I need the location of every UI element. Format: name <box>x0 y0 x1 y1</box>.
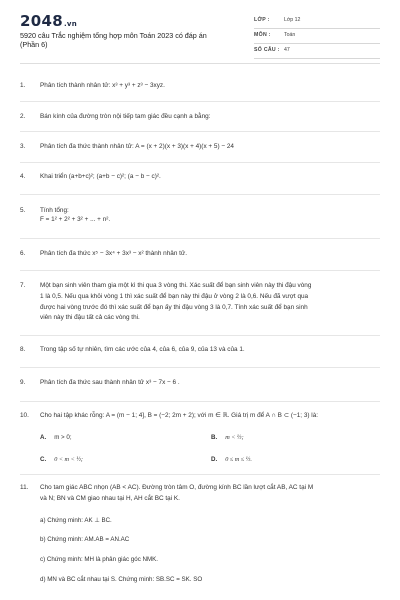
question-number: 1. <box>20 82 26 89</box>
question-separator <box>20 101 380 102</box>
question-text: Trong tập số tự nhiên, tìm các ước của 4, của 6, của 9, của 13 và của 1. <box>40 346 245 353</box>
question-text-line: 1 là 0,5. Nếu qua khỏi vòng 1 thì xác suất để bạn này thi đậu ở vòng 2 là 0,6. Nếu đã vượt qua <box>40 292 309 300</box>
question-text-line: Cho tam giác ABC nhọn (AB < AC). Đường tròn tâm O, đường kính BC lần lượt cắt AB, AC tại M <box>40 484 314 491</box>
question-text: Bán kính của đường tròn nội tiếp tam giác đều cạnh a bằng: <box>40 113 211 120</box>
question-text-line: được hai vòng trước đó thì xác suất để bạn ấy thi đậu vòng 3 là 0,7. Tính xác suất để bạn sinh <box>40 303 308 311</box>
question-number: 2. <box>20 113 26 120</box>
question-number: 7. <box>20 282 26 289</box>
option-label: A. <box>40 434 47 441</box>
question-text: Phân tích đa thức x⁵ − 3x⁴ + 3x³ − x² thành nhân tử. <box>40 250 187 257</box>
question-text-line: Một bạn sinh viên tham gia một kì thi qua 3 vòng thi. Xác suất để bạn sinh viên này thi đậu vòng <box>40 282 312 289</box>
option-text: m < ½; <box>225 434 244 441</box>
meta-value: Toán <box>284 32 296 38</box>
question-separator <box>20 162 380 163</box>
answer-option-b[interactable] <box>211 434 244 441</box>
option-text: 0 < m < ½; <box>54 456 83 463</box>
logo-tld: .vn <box>63 20 78 28</box>
option-text: m > 0; <box>54 434 72 441</box>
option-text: 0 ≤ m ≤ ½. <box>225 456 252 463</box>
question-separator <box>20 474 380 475</box>
answer-option-c[interactable] <box>40 456 83 463</box>
document-title <box>20 31 245 49</box>
answer-option-d[interactable] <box>211 456 252 463</box>
question-number: 4. <box>20 173 26 180</box>
question-text-line: Tính tổng: <box>40 207 69 214</box>
meta-value: Lớp 12 <box>284 17 301 23</box>
meta-key: MÔN : <box>254 32 271 38</box>
header-divider <box>20 63 380 64</box>
question-separator <box>20 131 380 132</box>
option-label: B. <box>211 434 218 441</box>
logo-main: 2048 <box>20 12 63 30</box>
page-header <box>0 0 400 62</box>
meta-table <box>254 14 380 59</box>
question-text: Phân tích đa thức thành nhân tử: A = (x + 2)(x + 3)(x + 4)(x + 5) − 24 <box>40 143 234 150</box>
question-number: 9. <box>20 379 26 386</box>
meta-row-class <box>254 14 380 29</box>
document-title-line-1: 5920 câu Trắc nghiệm tổng hợp môn Toán 2023 có đáp án <box>20 31 207 40</box>
meta-row-count <box>254 44 380 59</box>
meta-key: SỐ CÂU : <box>254 47 280 53</box>
question-text-line: và N; BN và CM giao nhau tại H, AH cắt BC tại K. <box>40 494 180 502</box>
sub-question-a: a) Chứng minh: AK ⊥ BC. <box>40 517 112 524</box>
question-text-line: viên này thi đậu tất cả các vòng thi. <box>40 314 140 322</box>
question-separator <box>20 194 380 195</box>
question-separator <box>20 270 380 271</box>
question-number: 5. <box>20 207 26 214</box>
question-separator <box>20 401 380 402</box>
question-text: Cho hai tập khác rỗng: A = (m − 1; 4], B = (−2; 2m + 2); với m ∈ ℝ. Giá trị m để A ∩ B ⊂ (−1; 3) là: <box>40 412 319 419</box>
question-number: 11. <box>20 484 29 491</box>
document-title-line-2: (Phần 6) <box>20 40 48 49</box>
option-label: C. <box>40 456 47 463</box>
meta-value: 47 <box>284 47 290 53</box>
question-text-line: F = 1² + 2² + 3² + ... + n². <box>40 216 111 224</box>
meta-row-subject <box>254 29 380 44</box>
question-number: 8. <box>20 346 26 353</box>
question-text <box>40 206 380 224</box>
sub-question-b: b) Chứng minh: AM.AB = AN.AC <box>40 536 130 543</box>
question-text <box>40 281 380 324</box>
sub-question-c: c) Chứng minh: MH là phân giác góc NMK. <box>40 556 158 563</box>
question-text: Khai triển (a+b+c)²; (a+b − c)²; (a − b − c)². <box>40 173 161 180</box>
answer-option-a[interactable] <box>40 434 72 441</box>
question-number: 3. <box>20 143 26 150</box>
site-logo[interactable] <box>20 12 77 30</box>
question-separator <box>20 367 380 368</box>
sub-question-d: d) MN và BC cắt nhau tại S. Chứng minh: SB.SC = SK. SO <box>40 576 203 583</box>
question-separator <box>20 238 380 239</box>
question-text: Phân tích thành nhân tử: x³ + y³ + z³ − 3xyz. <box>40 82 165 89</box>
question-number: 6. <box>20 250 26 257</box>
question-text <box>40 483 380 504</box>
option-label: D. <box>211 456 218 463</box>
question-number: 10. <box>20 412 29 419</box>
question-text: Phân tích đa thức sau thành nhân tử x³ − 7x − 6 . <box>40 379 180 386</box>
meta-key: LỚP : <box>254 17 270 23</box>
question-separator <box>20 335 380 336</box>
